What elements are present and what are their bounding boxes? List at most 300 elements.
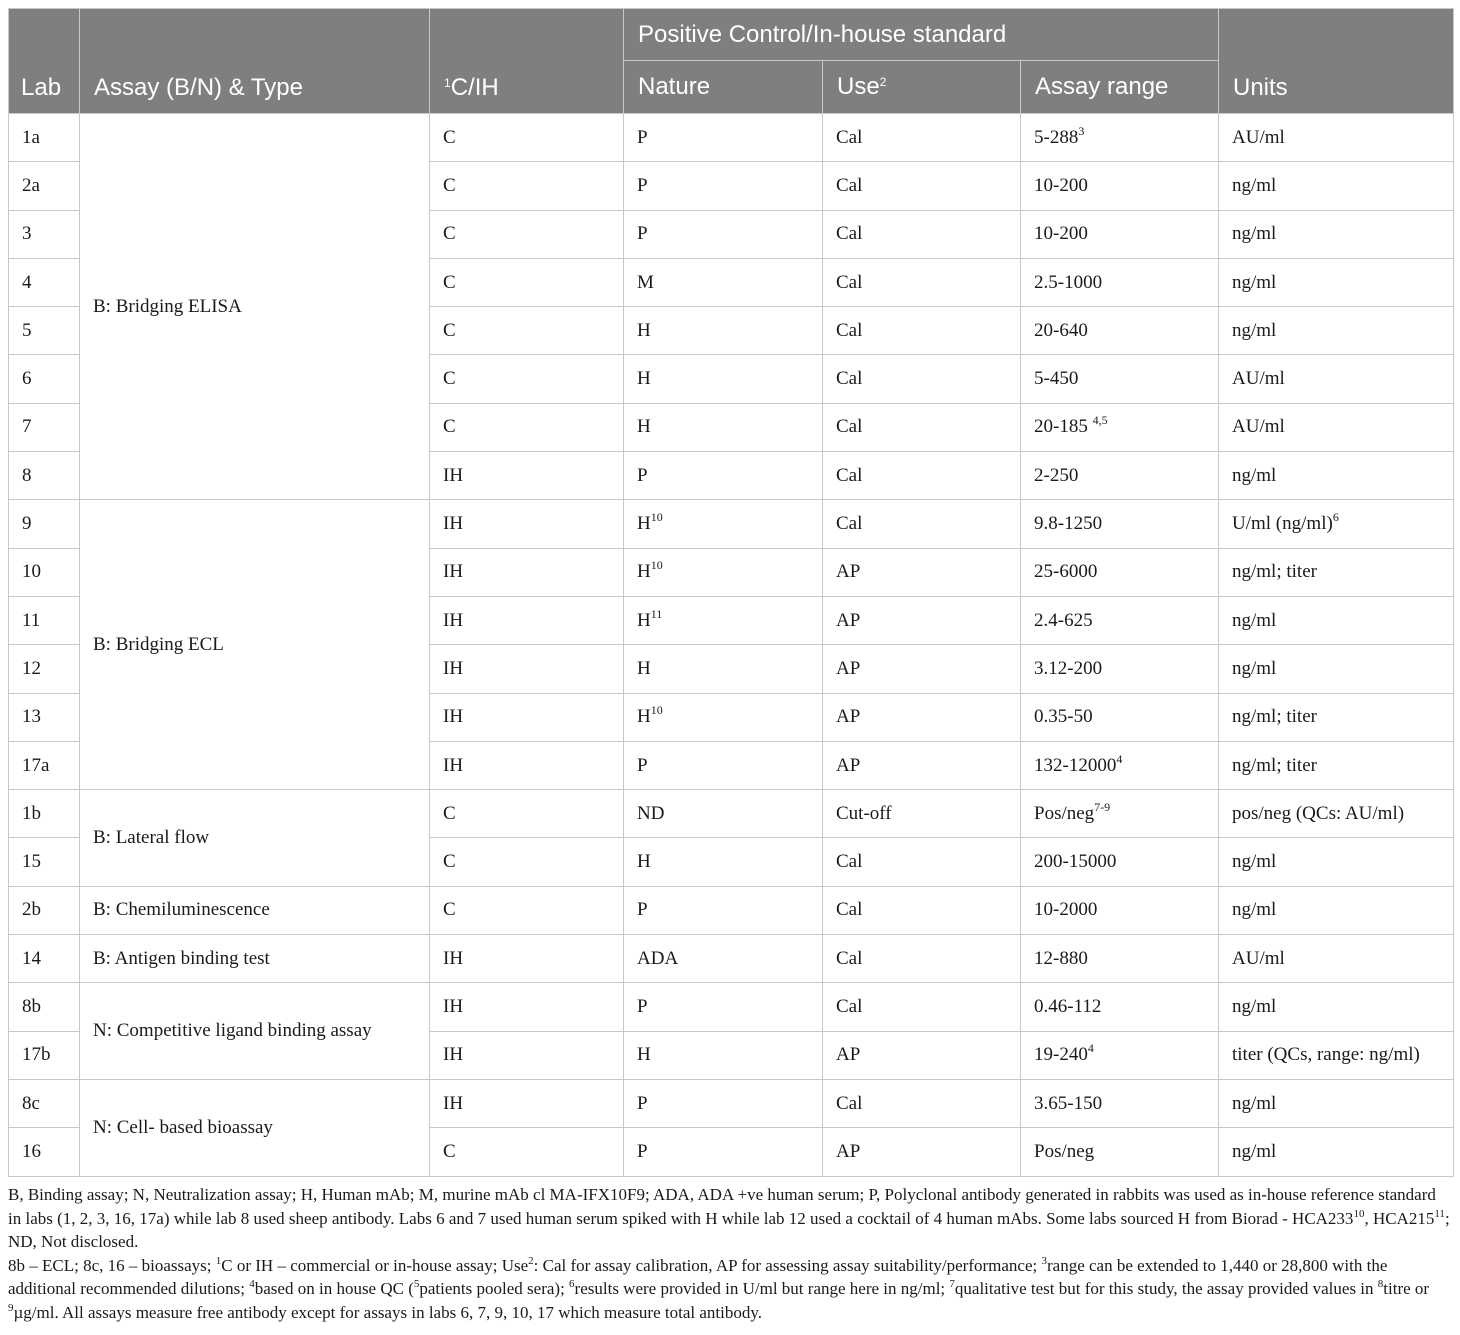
- cell-units-text: ng/ml; titer: [1232, 706, 1317, 728]
- cell-nature: [624, 596, 823, 644]
- cell-units: [1219, 307, 1454, 355]
- footnote-sup: 1: [215, 1254, 222, 1267]
- cell-cih: [430, 403, 624, 451]
- header-cih-label: C/IH: [450, 74, 499, 101]
- cell-cih: [430, 645, 624, 693]
- header-use: [823, 61, 1021, 114]
- footnote-text: ; ND, Not disclosed.: [8, 1208, 1450, 1251]
- cell-range: [1021, 162, 1219, 210]
- cell-cih-text: IH: [443, 754, 464, 776]
- cell-nature: [624, 210, 823, 258]
- cell-lab-text: 8c: [22, 1092, 40, 1114]
- cell-nature: [624, 162, 823, 210]
- cell-nature: [624, 403, 823, 451]
- cell-cih-text: IH: [443, 513, 464, 535]
- cell-use: [823, 452, 1021, 500]
- cell-units: [1219, 935, 1454, 983]
- cell-cih-text: IH: [443, 1044, 464, 1066]
- cell-assay-type: B: Antigen binding test: [80, 935, 430, 983]
- cell-range-text: 20-185: [1034, 416, 1093, 438]
- cell-nature: [624, 500, 823, 548]
- cell-nature: [624, 645, 823, 693]
- cell-lab: [9, 548, 80, 596]
- cell-cih: [430, 114, 624, 162]
- cell-cih: [430, 355, 624, 403]
- cell-lab-text: 13: [22, 706, 41, 728]
- footnote-1: [8, 1183, 1453, 1254]
- cell-units: [1219, 1031, 1454, 1079]
- table-row: [9, 983, 1454, 1031]
- cell-nature: [624, 1031, 823, 1079]
- cell-cih: [430, 838, 624, 886]
- cell-range-text: 132-12000: [1034, 754, 1117, 776]
- cell-use: [823, 693, 1021, 741]
- footnote-sup: 5: [413, 1278, 420, 1290]
- cell-lab: [9, 838, 80, 886]
- cell-lab: [9, 403, 80, 451]
- cell-nature-text: H: [637, 416, 651, 438]
- footnotes: [8, 1183, 1453, 1324]
- footnote-2: [8, 1254, 1453, 1325]
- cell-units: [1219, 596, 1454, 644]
- cell-cih-text: IH: [443, 464, 464, 486]
- header-row-1: [9, 9, 1454, 61]
- cell-nature: [624, 548, 823, 596]
- cell-range-text: 5-450: [1034, 368, 1079, 390]
- cell-nature-text: P: [637, 1092, 648, 1114]
- cell-range: [1021, 1031, 1219, 1079]
- footnote-sup: 2: [528, 1254, 534, 1267]
- cell-range: [1021, 886, 1219, 934]
- cell-nature: [624, 741, 823, 789]
- assay-table: [8, 8, 1454, 1177]
- cell-cih-text: C: [443, 271, 456, 293]
- footnote-sup: 9: [8, 1301, 14, 1314]
- cell-range: [1021, 452, 1219, 500]
- cell-nature-text: H: [637, 609, 651, 631]
- cell-range: [1021, 596, 1219, 644]
- cell-cih: [430, 741, 624, 789]
- header-nature: Nature: [624, 61, 823, 114]
- cell-lab: [9, 307, 80, 355]
- cell-nature-text: H: [637, 706, 651, 728]
- cell-cih-text: C: [443, 368, 456, 390]
- cell-use: [823, 886, 1021, 934]
- cell-cih: [430, 162, 624, 210]
- cell-use-text: Cal: [836, 464, 863, 486]
- header-group: Positive Control/In-house standard: [624, 9, 1219, 61]
- header-cih-sup: 1: [444, 76, 451, 90]
- table-row: [9, 114, 1454, 162]
- cell-lab-text: 1b: [22, 802, 41, 824]
- cell-use: [823, 983, 1021, 1031]
- footnote-text: , HCA215: [1364, 1208, 1435, 1228]
- footnote-sup: 4: [249, 1278, 255, 1290]
- cell-range-text: 12-880: [1034, 947, 1088, 969]
- footnote-sup: 3: [1041, 1254, 1047, 1267]
- cell-cih: [430, 983, 624, 1031]
- cell-nature-sup: 10: [650, 703, 663, 718]
- cell-units-text: AU/ml: [1232, 416, 1285, 438]
- cell-range-text: 25-6000: [1034, 561, 1098, 583]
- cell-use: [823, 596, 1021, 644]
- cell-nature: [624, 790, 823, 838]
- cell-use-text: Cal: [836, 899, 863, 921]
- cell-lab: [9, 693, 80, 741]
- cell-units-text: ng/ml: [1232, 1092, 1277, 1114]
- cell-lab: [9, 886, 80, 934]
- cell-nature: [624, 355, 823, 403]
- cell-units: [1219, 258, 1454, 306]
- cell-assay-type: B: Chemiluminescence: [80, 886, 430, 934]
- cell-lab-text: 2a: [22, 174, 40, 196]
- cell-range: [1021, 500, 1219, 548]
- cell-use-text: Cal: [836, 416, 863, 438]
- cell-lab-text: 8b: [22, 995, 41, 1017]
- cell-use-text: AP: [836, 754, 861, 776]
- cell-use: [823, 1079, 1021, 1127]
- cell-lab: [9, 935, 80, 983]
- cell-range: [1021, 645, 1219, 693]
- footnote-text: µg/ml. All assays measure free antibody except for assays in labs 6, 7, 9, 10, 17 which measure total antibody.: [13, 1302, 762, 1322]
- cell-lab-text: 8: [22, 464, 32, 486]
- cell-range: [1021, 983, 1219, 1031]
- cell-use: [823, 1031, 1021, 1079]
- cell-range: [1021, 307, 1219, 355]
- footnote-text: : Cal for assay calibration, AP for assessing assay suitability/performance;: [533, 1255, 1042, 1275]
- cell-range-text: 200-15000: [1034, 851, 1117, 873]
- cell-range-text: 9.8-1250: [1034, 513, 1103, 535]
- cell-units-text: U/ml (ng/ml): [1232, 513, 1333, 535]
- table-row: [9, 935, 1454, 983]
- cell-nature: [624, 114, 823, 162]
- cell-units-text: ng/ml: [1232, 609, 1277, 631]
- cell-assay-type: N: Cell- based bioassay: [80, 1079, 430, 1176]
- footnote-text: range can be extended to 1,440 or 28,800 with the additional recommended dilutions;: [8, 1255, 1388, 1298]
- cell-nature-text: P: [637, 126, 648, 148]
- cell-use-text: AP: [836, 609, 861, 631]
- cell-units: [1219, 1079, 1454, 1127]
- cell-range-text: 19-240: [1034, 1044, 1088, 1066]
- cell-assay-type: B: Bridging ECL: [80, 500, 430, 790]
- cell-nature: [624, 307, 823, 355]
- cell-nature-text: P: [637, 464, 648, 486]
- cell-use-text: Cal: [836, 126, 863, 148]
- cell-range: [1021, 790, 1219, 838]
- footnote-text: B, Binding assay; N, Neutralization assay; H, Human mAb; M, murine mAb cl MA-IFX10F9; ADA, ADA +ve human serum; P, Polyclonal antibody generated in rabbits was used as in-house reference standard in labs (1, 2, 3, 16, 17a) while lab 8 used sheep antibody. Labs 6 and 7 used human serum spiked with H while lab 12 used a cocktail of 4 human mAbs. Some labs sourced H from Biorad - HCA233: [8, 1185, 1436, 1228]
- cell-range-text: 10-200: [1034, 223, 1088, 245]
- cell-units: [1219, 741, 1454, 789]
- cell-nature: [624, 258, 823, 306]
- cell-use: [823, 307, 1021, 355]
- cell-assay-type: B: Bridging ELISA: [80, 114, 430, 500]
- cell-nature-text: P: [637, 995, 648, 1017]
- cell-nature-text: M: [637, 271, 654, 293]
- cell-assay-type: N: Competitive ligand binding assay: [80, 983, 430, 1080]
- cell-range-text: 3.65-150: [1034, 1092, 1103, 1114]
- cell-units: [1219, 548, 1454, 596]
- cell-units-text: ng/ml: [1232, 1140, 1277, 1162]
- cell-units-text: AU/ml: [1232, 368, 1285, 390]
- table-row: [9, 1079, 1454, 1127]
- cell-nature: [624, 1128, 823, 1176]
- cell-units: [1219, 452, 1454, 500]
- footnote-sup: 11: [1434, 1207, 1445, 1220]
- cell-lab: [9, 114, 80, 162]
- cell-cih-text: C: [443, 126, 456, 148]
- cell-lab-text: 5: [22, 319, 32, 341]
- cell-cih-text: IH: [443, 995, 464, 1017]
- footnote-text: 8b – ECL; 8c, 16 – bioassays;: [8, 1255, 216, 1275]
- cell-range: [1021, 258, 1219, 306]
- cell-cih-text: IH: [443, 561, 464, 583]
- cell-cih-text: IH: [443, 657, 464, 679]
- cell-units-text: ng/ml: [1232, 995, 1277, 1017]
- cell-lab: [9, 500, 80, 548]
- cell-range: [1021, 693, 1219, 741]
- cell-use-text: Cal: [836, 851, 863, 873]
- cell-nature: [624, 1079, 823, 1127]
- cell-nature: [624, 983, 823, 1031]
- cell-cih: [430, 500, 624, 548]
- cell-units-text: ng/ml: [1232, 174, 1277, 196]
- cell-nature-text: P: [637, 754, 648, 776]
- header-lab: Lab: [9, 9, 80, 114]
- footnote-sup: 8: [1377, 1278, 1384, 1290]
- footnote-text: based on in house QC (: [254, 1279, 414, 1298]
- cell-nature-sup: 10: [650, 558, 663, 573]
- cell-range-sup: 3: [1078, 123, 1085, 138]
- cell-cih: [430, 1079, 624, 1127]
- cell-range: [1021, 1079, 1219, 1127]
- cell-nature-text: ADA: [637, 947, 679, 969]
- cell-units: [1219, 693, 1454, 741]
- cell-cih: [430, 1128, 624, 1176]
- cell-nature-text: H: [637, 561, 651, 583]
- cell-lab-text: 4: [22, 271, 32, 293]
- cell-nature-text: H: [637, 851, 651, 873]
- cell-use: [823, 403, 1021, 451]
- cell-units-sup: 6: [1332, 510, 1339, 525]
- cell-nature-text: P: [637, 1140, 648, 1162]
- cell-use-text: Cal: [836, 271, 863, 293]
- cell-units: [1219, 790, 1454, 838]
- cell-cih-text: C: [443, 416, 456, 438]
- cell-cih: [430, 596, 624, 644]
- cell-lab-text: 6: [22, 368, 32, 390]
- cell-cih-text: C: [443, 319, 456, 341]
- cell-range-text: 5-288: [1034, 126, 1079, 148]
- footnote-sup: 7: [949, 1278, 955, 1290]
- table-body: [9, 114, 1454, 1177]
- cell-lab: [9, 741, 80, 789]
- cell-range-text: Pos/neg: [1034, 1140, 1095, 1162]
- footnote-text: qualitative test but for this study, the assay provided values in: [954, 1279, 1378, 1298]
- cell-lab: [9, 596, 80, 644]
- footnote-sup: 6: [569, 1278, 575, 1290]
- cell-range-text: 2.5-1000: [1034, 271, 1103, 293]
- cell-use: [823, 1128, 1021, 1176]
- cell-nature-text: P: [637, 899, 648, 921]
- cell-nature: [624, 693, 823, 741]
- cell-nature-text: H: [637, 657, 651, 679]
- cell-cih-text: IH: [443, 947, 464, 969]
- cell-use-text: AP: [836, 706, 861, 728]
- header-use-label: Use: [837, 73, 880, 100]
- cell-lab: [9, 162, 80, 210]
- cell-lab-text: 14: [22, 947, 41, 969]
- cell-use: [823, 258, 1021, 306]
- cell-lab-text: 17b: [22, 1044, 51, 1066]
- cell-cih: [430, 307, 624, 355]
- cell-units-text: ng/ml: [1232, 464, 1277, 486]
- cell-lab-text: 2b: [22, 899, 41, 921]
- cell-units-text: AU/ml: [1232, 126, 1285, 148]
- cell-cih-text: C: [443, 174, 456, 196]
- cell-range-text: 3.12-200: [1034, 657, 1103, 679]
- cell-use-text: AP: [836, 657, 861, 679]
- cell-use-text: Cal: [836, 223, 863, 245]
- cell-cih: [430, 1031, 624, 1079]
- footnote-text: C or IH – commercial or in-house assay; Use: [221, 1255, 529, 1275]
- cell-units: [1219, 500, 1454, 548]
- cell-range: [1021, 355, 1219, 403]
- cell-use: [823, 114, 1021, 162]
- cell-range: [1021, 741, 1219, 789]
- cell-use-text: Cal: [836, 174, 863, 196]
- cell-units: [1219, 403, 1454, 451]
- cell-units-text: ng/ml: [1232, 899, 1277, 921]
- cell-units-text: ng/ml: [1232, 851, 1277, 873]
- cell-use: [823, 741, 1021, 789]
- cell-lab-text: 3: [22, 223, 32, 245]
- header-use-sup: 2: [879, 75, 887, 89]
- cell-lab-text: 15: [22, 851, 41, 873]
- cell-lab: [9, 983, 80, 1031]
- table-container: [8, 8, 1453, 1177]
- cell-cih: [430, 790, 624, 838]
- cell-range-sup: 4,5: [1092, 413, 1108, 428]
- cell-use: [823, 790, 1021, 838]
- footnote-text: results were provided in U/ml but range here in ng/ml;: [574, 1279, 950, 1298]
- cell-range-sup: 4: [1116, 751, 1123, 766]
- cell-units-text: ng/ml; titer: [1232, 754, 1317, 776]
- cell-use: [823, 355, 1021, 403]
- cell-use-text: Cal: [836, 995, 863, 1017]
- header-cih: [430, 9, 624, 114]
- cell-units-text: ng/ml: [1232, 271, 1277, 293]
- cell-lab: [9, 258, 80, 306]
- cell-units-text: titer (QCs, range: ng/ml): [1232, 1044, 1420, 1066]
- cell-use-text: AP: [836, 1140, 861, 1162]
- cell-units-text: ng/ml: [1232, 657, 1277, 679]
- cell-units: [1219, 114, 1454, 162]
- cell-range-text: Pos/neg: [1034, 802, 1095, 824]
- cell-lab-text: 9: [22, 513, 32, 535]
- cell-units: [1219, 162, 1454, 210]
- cell-use: [823, 838, 1021, 886]
- cell-use-text: Cal: [836, 319, 863, 341]
- table-row: [9, 500, 1454, 548]
- cell-lab-text: 11: [22, 609, 41, 631]
- footnote-text: patients pooled sera);: [419, 1279, 570, 1298]
- cell-nature-text: H: [637, 319, 651, 341]
- cell-use-text: Cal: [836, 947, 863, 969]
- cell-nature: [624, 886, 823, 934]
- cell-units: [1219, 210, 1454, 258]
- cell-units: [1219, 645, 1454, 693]
- table-row: [9, 886, 1454, 934]
- cell-nature-text: P: [637, 223, 648, 245]
- cell-range: [1021, 548, 1219, 596]
- cell-range-text: 10-200: [1034, 174, 1088, 196]
- cell-range-text: 2.4-625: [1034, 609, 1093, 631]
- cell-nature: [624, 935, 823, 983]
- header-units: Units: [1219, 9, 1454, 114]
- cell-lab-text: 1a: [22, 126, 40, 148]
- cell-nature-text: ND: [637, 802, 665, 824]
- cell-cih: [430, 886, 624, 934]
- cell-cih-text: C: [443, 1140, 456, 1162]
- cell-cih-text: C: [443, 223, 456, 245]
- cell-use: [823, 210, 1021, 258]
- cell-lab: [9, 645, 80, 693]
- cell-lab-text: 17a: [22, 754, 50, 776]
- cell-lab-text: 12: [22, 657, 41, 679]
- cell-units-text: pos/neg (QCs: AU/ml): [1232, 802, 1405, 824]
- cell-use: [823, 548, 1021, 596]
- cell-units: [1219, 1128, 1454, 1176]
- cell-range: [1021, 838, 1219, 886]
- cell-range-text: 10-2000: [1034, 899, 1098, 921]
- cell-cih-text: IH: [443, 706, 464, 728]
- cell-nature-text: H: [637, 368, 651, 390]
- cell-nature-text: H: [637, 1044, 651, 1066]
- cell-range: [1021, 935, 1219, 983]
- cell-nature-sup: 11: [650, 606, 663, 621]
- cell-cih-text: IH: [443, 1092, 464, 1114]
- cell-lab: [9, 1128, 80, 1176]
- cell-lab-text: 10: [22, 561, 41, 583]
- cell-use: [823, 500, 1021, 548]
- cell-units: [1219, 838, 1454, 886]
- cell-cih: [430, 693, 624, 741]
- header-assay: Assay (B/N) & Type: [80, 9, 430, 114]
- cell-cih-text: C: [443, 802, 456, 824]
- cell-cih-text: C: [443, 899, 456, 921]
- footnote-text: titre or: [1383, 1279, 1430, 1298]
- cell-lab: [9, 1079, 80, 1127]
- cell-units: [1219, 886, 1454, 934]
- cell-range: [1021, 210, 1219, 258]
- cell-range-sup: 7-9: [1094, 799, 1111, 814]
- cell-nature-text: P: [637, 174, 648, 196]
- cell-lab-text: 7: [22, 416, 32, 438]
- cell-range-text: 0.46-112: [1034, 995, 1102, 1017]
- cell-nature: [624, 838, 823, 886]
- cell-use-text: Cal: [836, 1092, 863, 1114]
- cell-cih: [430, 210, 624, 258]
- cell-lab: [9, 452, 80, 500]
- cell-range-text: 20-640: [1034, 319, 1088, 341]
- cell-cih-text: C: [443, 851, 456, 873]
- cell-use-text: Cut-off: [836, 802, 892, 824]
- cell-lab: [9, 355, 80, 403]
- cell-units: [1219, 983, 1454, 1031]
- cell-units: [1219, 355, 1454, 403]
- cell-range-text: 0.35-50: [1034, 706, 1093, 728]
- cell-cih: [430, 548, 624, 596]
